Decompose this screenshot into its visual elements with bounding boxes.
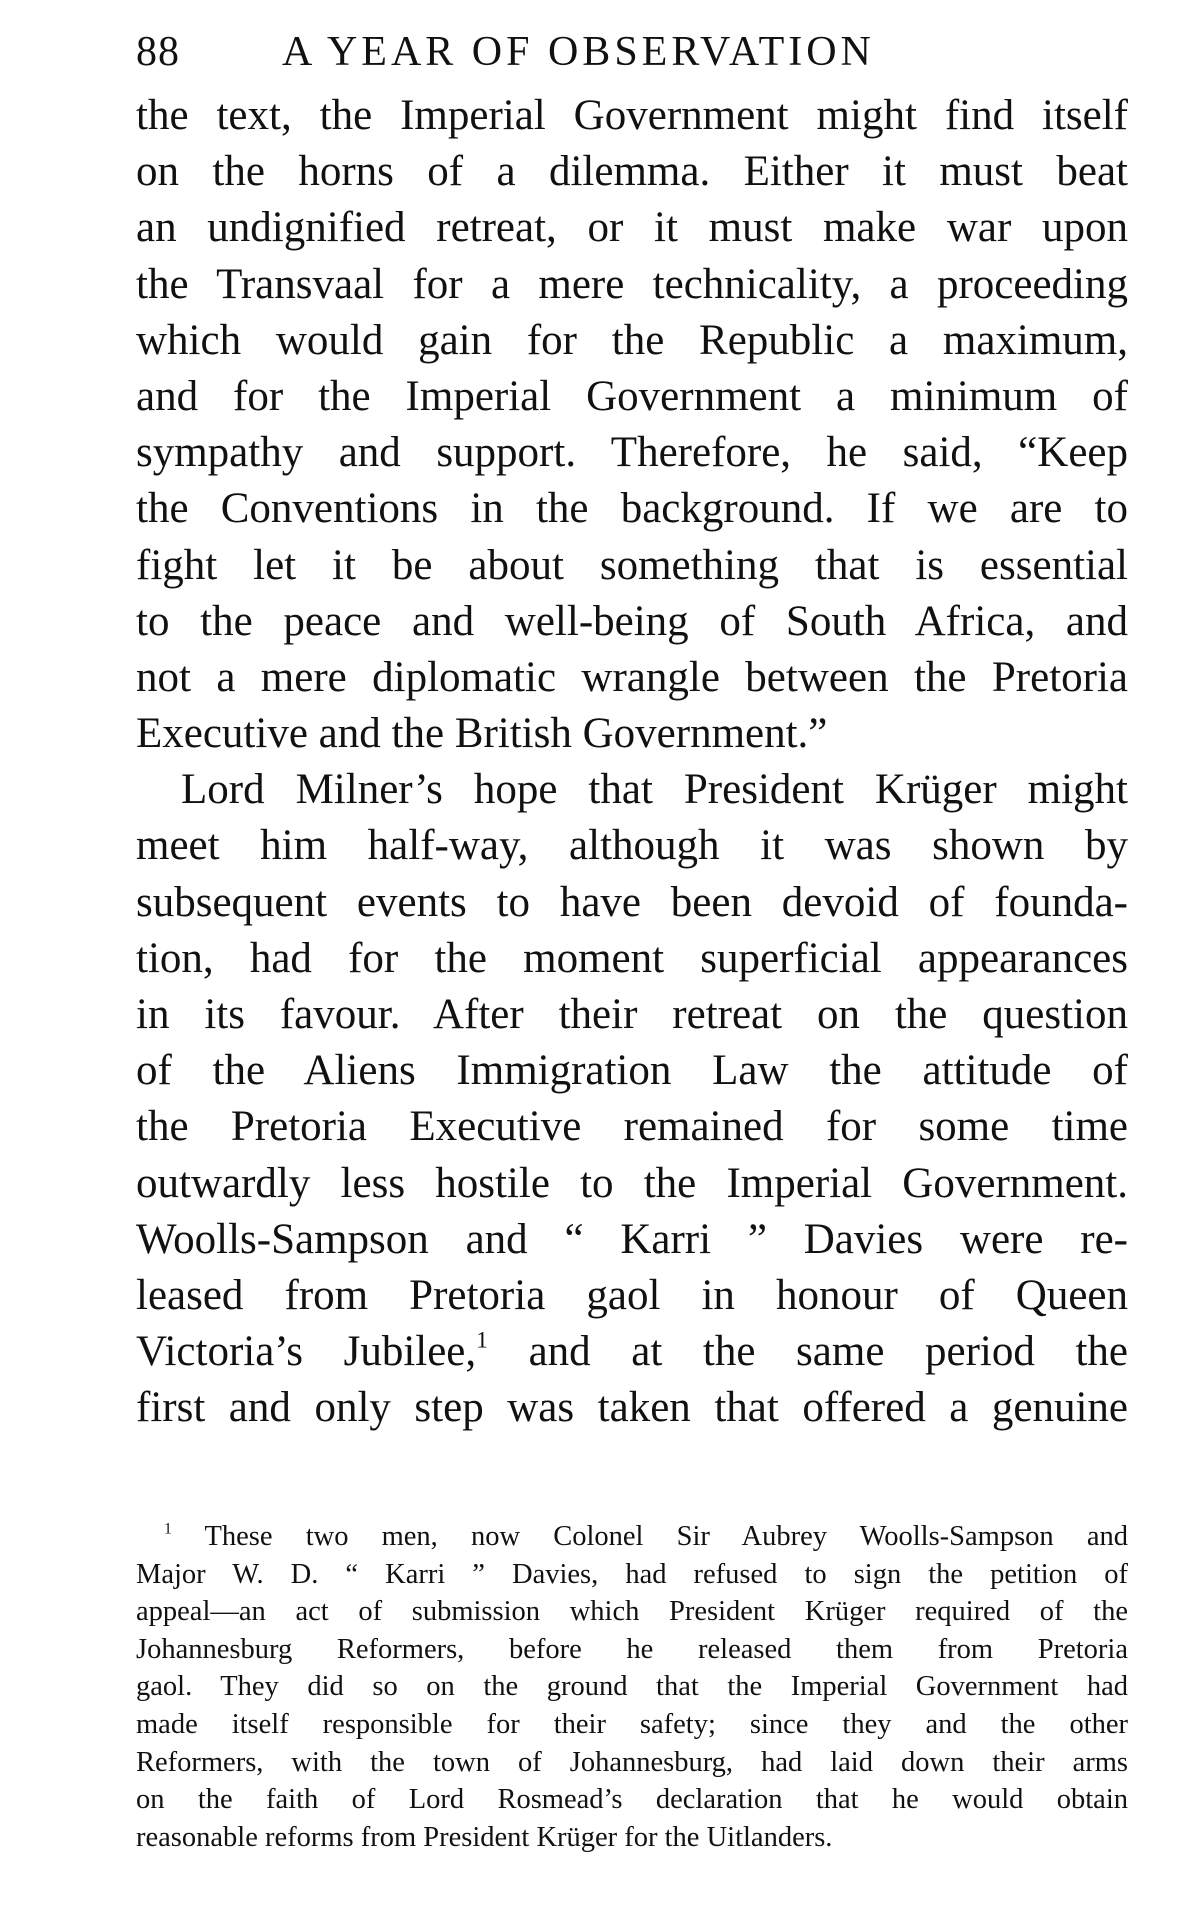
body-line: the Transvaal for a mere technicality, a proceeding [136, 260, 1128, 308]
body-line: Executive and the British Government.” [136, 710, 828, 758]
body-line: to the peace and well-being of South Africa, and [136, 597, 1128, 645]
body-line: tion, had for the moment superficial appearances [136, 934, 1128, 982]
body-line: the Pretoria Executive remained for some time [136, 1103, 1128, 1151]
running-title: A YEAR OF OBSERVATION [282, 29, 875, 75]
paragraph-start-line: Lord Milner’s hope that President Krüger might [181, 766, 1128, 814]
footnote-line: gaol. They did so on the ground that the Imperial Government had [136, 1671, 1128, 1703]
body-line: Woolls-Sampson and “ Karri ” Davies were re- [136, 1215, 1128, 1263]
body-line-start: Victoria’s Jubilee, [136, 1328, 477, 1376]
body-line: of the Aliens Immigration Law the attitude of [136, 1047, 1128, 1095]
footnote-line: reasonable reforms from President Krüger for the Uitlanders. [136, 1821, 833, 1853]
page-number: 88 [136, 29, 180, 75]
footnote-reference: 1 [476, 1327, 488, 1354]
footnote-line: Major W. D. “ Karri ” Davies, had refused to sign the petition of [136, 1558, 1128, 1590]
body-line: an undignified retreat, or it must make war upon [136, 204, 1128, 252]
body-line: and for the Imperial Government a minimum of [136, 372, 1128, 420]
body-line: the Conventions in the background. If we are to [136, 485, 1128, 533]
body-line: sympathy and support. Therefore, he said, “Keep [136, 429, 1128, 477]
body-line: in its favour. After their retreat on the question [136, 991, 1128, 1038]
footnote-line: Reformers, with the town of Johannesburg, had laid down their arms [136, 1746, 1128, 1778]
body-line: the text, the Imperial Government might find itself [136, 92, 1128, 139]
body-line: which would gain for the Republic a maximum, [136, 316, 1128, 364]
footnote-line: on the faith of Lord Rosmead’s declaration that he would obtain [136, 1784, 1128, 1816]
footnote-line: appeal—an act of submission which President Krüger required of the [136, 1596, 1128, 1628]
footnote-line-text: These two men, now Colonel Sir Aubrey Woolls-Sampson and [171, 1521, 1128, 1552]
body-line: first and only step was taken that offered a genuine [136, 1384, 1128, 1432]
running-header [136, 22, 998, 82]
body-line: meet him half-way, although it was shown by [136, 822, 1128, 870]
footnote-line: Johannesburg Reformers, before he released them from Pretoria [136, 1633, 1128, 1665]
body-line: on the horns of a dilemma. Either it must beat [136, 148, 1128, 196]
body-text [136, 88, 1128, 1437]
body-line-with-footnote-ref [136, 1324, 1128, 1380]
body-line: not a mere diplomatic wrangle between the Pretoria [136, 653, 1128, 701]
body-line: outwardly less hostile to the Imperial Government. [136, 1159, 1128, 1207]
footnote-first-line [136, 1518, 1128, 1556]
body-line: fight let it be about something that is essential [136, 541, 1128, 589]
footnote [136, 1518, 1128, 1856]
footnote-line: made itself responsible for their safety; since they and the other [136, 1708, 1128, 1740]
body-line: subsequent events to have been devoid of founda- [136, 878, 1128, 926]
body-line-end: and at the same period the [487, 1328, 1128, 1376]
body-line: leased from Pretoria gaol in honour of Queen [136, 1271, 1128, 1319]
footnote-marker: 1 [164, 1520, 172, 1538]
